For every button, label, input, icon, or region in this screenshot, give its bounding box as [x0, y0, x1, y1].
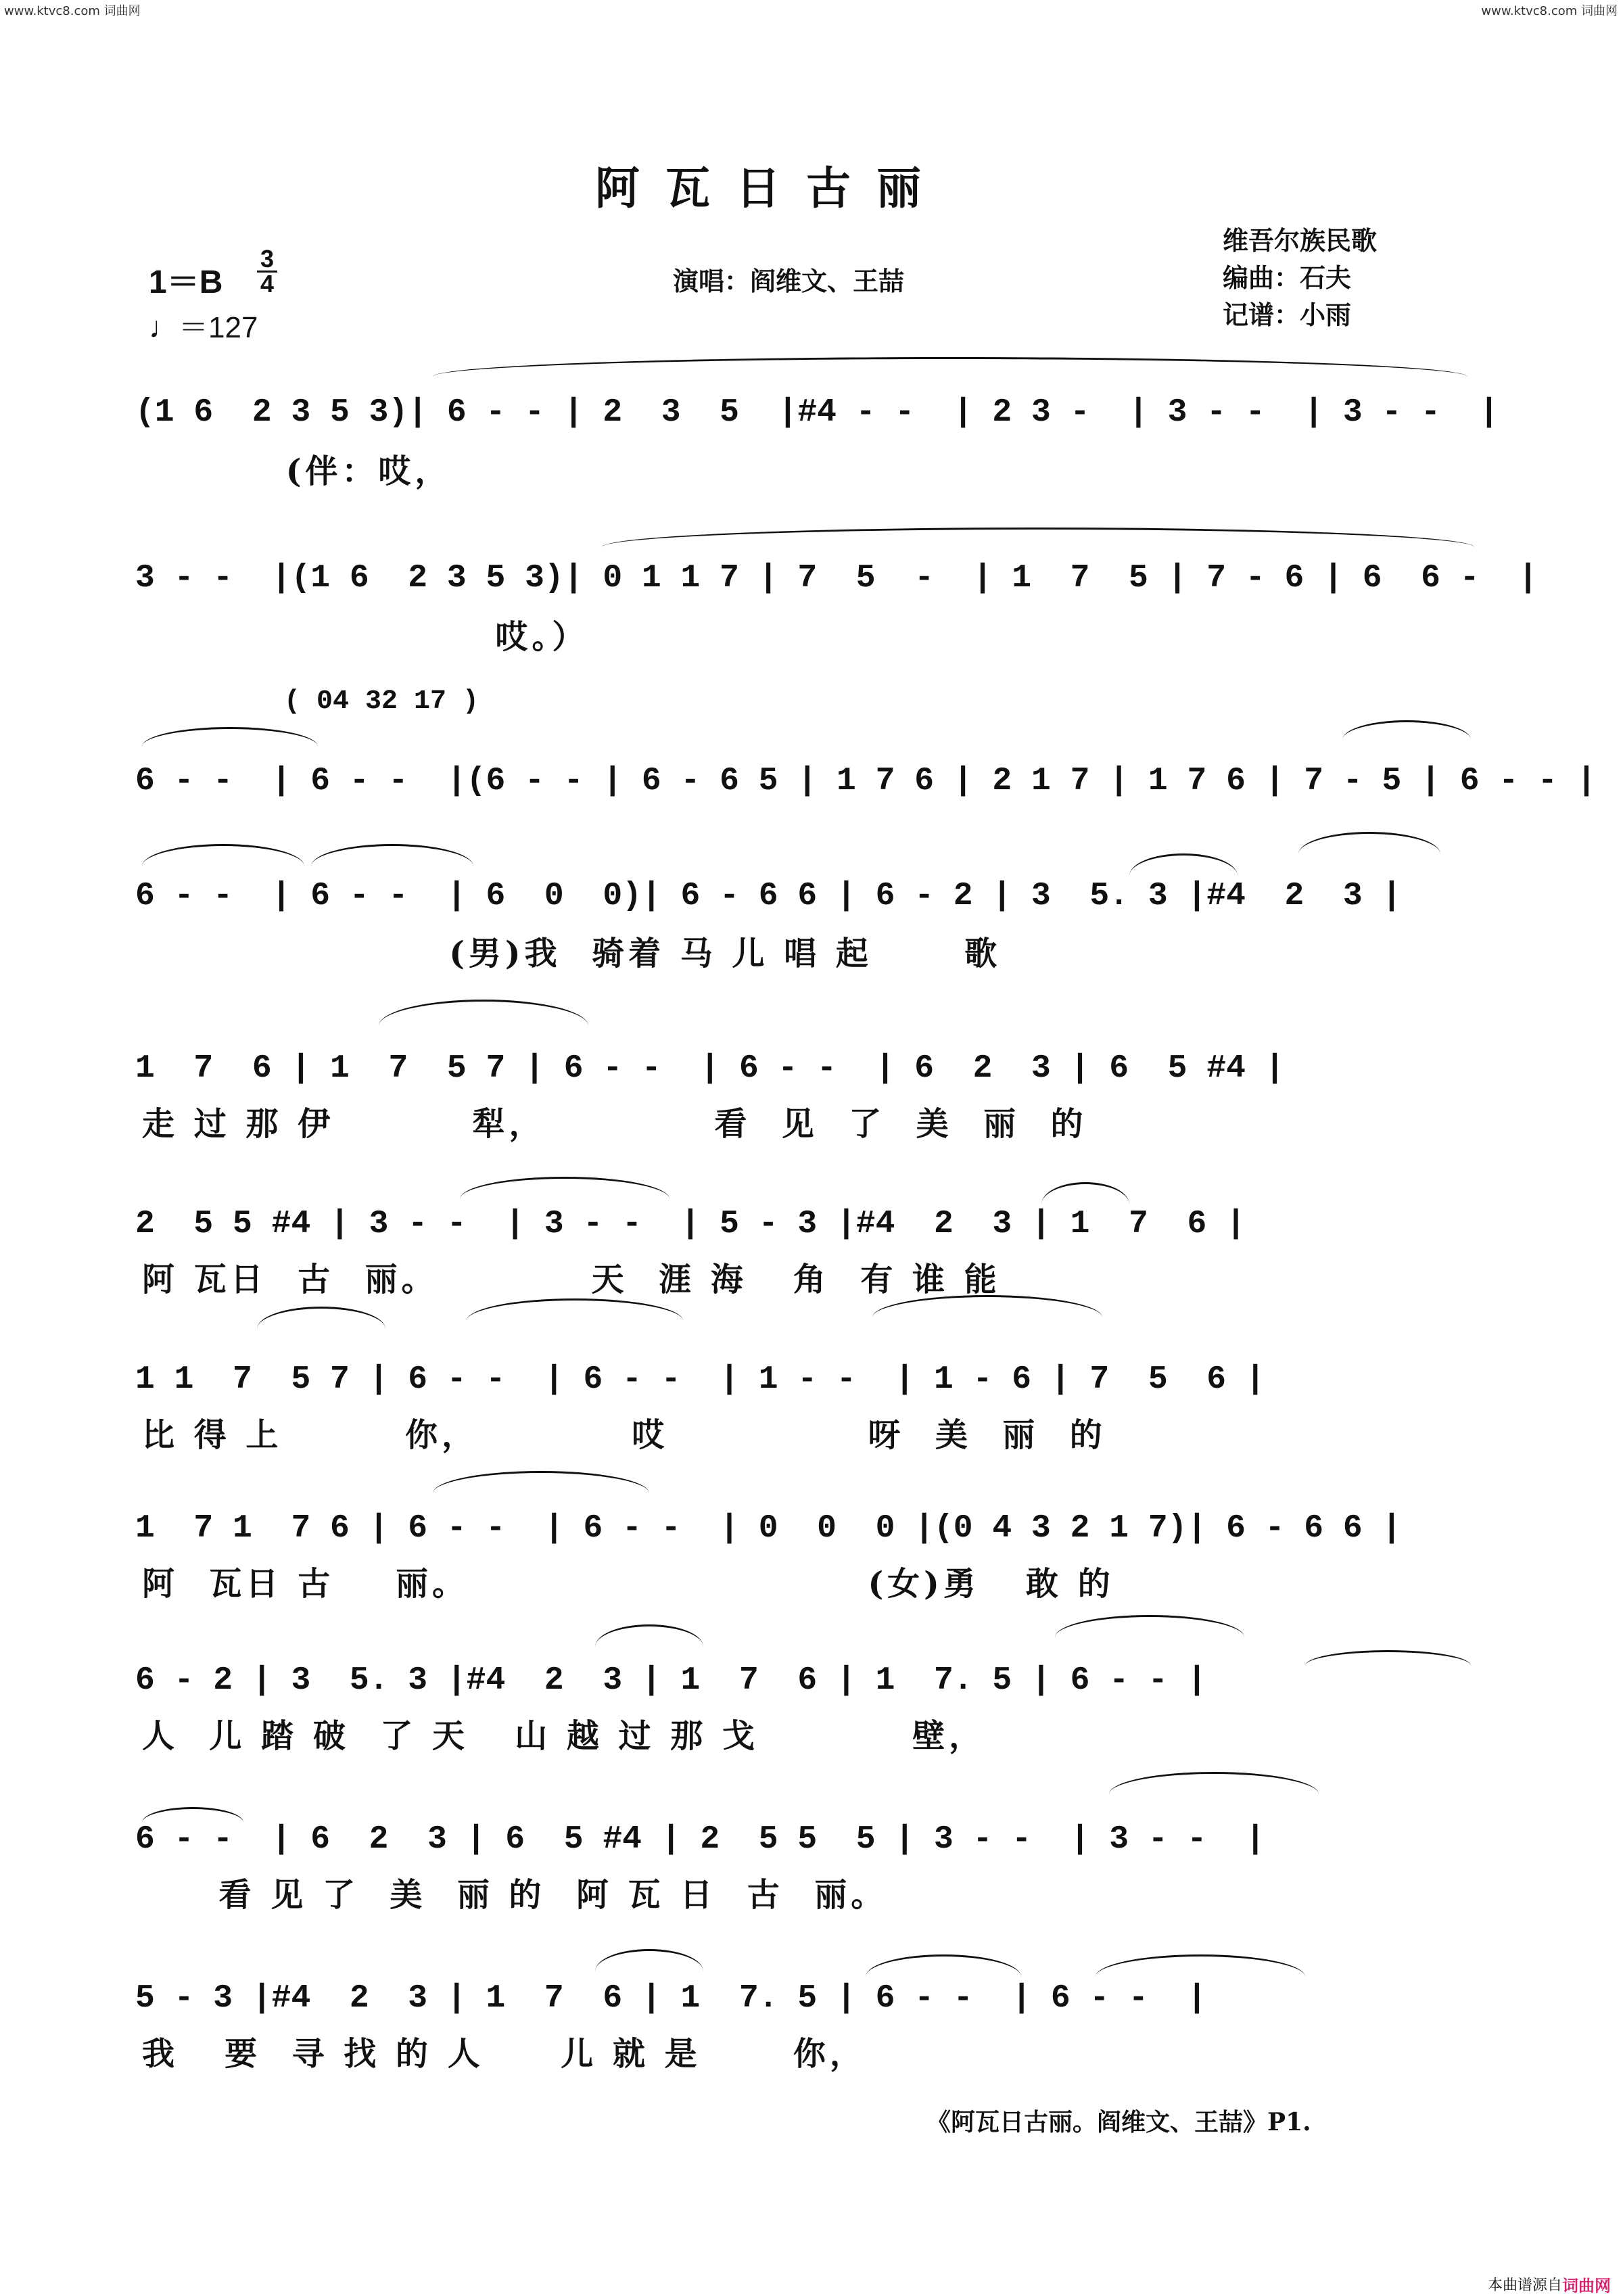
slur	[311, 844, 473, 866]
slur	[257, 1307, 385, 1329]
slur	[1055, 1615, 1244, 1637]
lyric-line: (男)我 骑着 马 儿 唱 起 歌	[142, 935, 1002, 973]
note-line: 5 - 3 |#4 2 3 | 1 7 6 | 1 7. 5 | 6 - - | 6 - - |	[135, 1980, 1207, 2017]
note-line: 3 - - |(1 6 2 3 5 3)| 0 1 1 7 | 7 5 - | 1 7 5 | 7 - 6 | 6 6 - |	[135, 560, 1538, 596]
slur	[595, 1624, 703, 1647]
brand-logo: 词曲网	[1562, 2276, 1611, 2295]
slur	[1298, 832, 1440, 854]
slur	[595, 1949, 703, 1971]
note-line: (1 6 2 3 5 3)| 6 - - | 2 3 5 |#4 - - | 2 3 - | 3 - - | 3 - - |	[135, 394, 1499, 431]
origin-label: 维吾尔族民歌	[1223, 225, 1378, 256]
tempo-marking: ♩＝127	[149, 311, 258, 344]
lyric-line: 走 过 那 伊 犁， 看 见 了 美 丽 的	[142, 1105, 1087, 1143]
lyric-line: 阿 瓦日 古 丽。 (女)勇 敢 的	[142, 1565, 1114, 1603]
note-line: 6 - 2 | 3 5. 3 |#4 2 3 | 1 7 6 | 1 7. 5 | 6 - - |	[135, 1662, 1207, 1699]
slur	[142, 727, 318, 747]
slur	[379, 1000, 588, 1026]
lyric-line: (伴：哎，	[270, 452, 452, 490]
note-line: 6 - - | 6 - - | 6 0 0)| 6 - 6 6 | 6 - 2 | 3 5. 3 |#4 2 3 |	[135, 878, 1402, 914]
note-line: 6 - - | 6 2 3 | 6 5 #4 | 2 5 5 5 | 3 - - | 3 - - |	[135, 1821, 1265, 1858]
slur	[1342, 720, 1471, 740]
lyric-line: 人 儿 踏 破 了 天 山 越 过 那 戈 壁，	[142, 1717, 986, 1755]
note-line: 2 5 5 #4 | 3 - - | 3 - - | 5 - 3 |#4 2 3 | 1 7 6 |	[135, 1206, 1246, 1242]
source-note: 本曲谱源自	[1488, 2277, 1563, 2294]
note-line: 1 1 7 5 7 | 6 - - | 6 - - | 1 - - | 1 - 6 | 7 5 6 |	[135, 1361, 1265, 1398]
lyric-line: 阿 瓦日 古 丽。 天 涯 海 角 有 谁 能	[142, 1261, 1001, 1298]
key-signature: 1＝B	[149, 264, 223, 300]
lyric-line: 哎。）	[142, 618, 589, 656]
page-caption: 《阿瓦日古丽。阎维文、王喆》P1.	[926, 2108, 1311, 2136]
note-line: 6 - - | 6 - - |(6 - - | 6 - 6 5 | 1 7 6 | 2 1 7 | 1 7 6 | 7 - 5 | 6 - - |	[135, 763, 1597, 799]
bracket-notes: ( 04 32 17 )	[284, 686, 479, 717]
lyric-line: 我 要 寻 找 的 人 儿 就 是 你，	[142, 2035, 866, 2073]
time-signature: 3 4	[257, 245, 277, 298]
lyric-line: 比 得 上 你， 哎 呀 美 丽 的	[142, 1416, 1106, 1454]
slur	[433, 357, 1467, 377]
site-watermark-right: www.ktvc8.com 词曲网	[1481, 4, 1618, 18]
slur	[602, 528, 1474, 547]
song-title: 阿瓦日古丽	[595, 162, 947, 214]
slur	[1096, 1954, 1305, 1977]
site-watermark-left: www.ktvc8.com 词曲网	[4, 4, 141, 18]
slur	[467, 1298, 683, 1321]
slur	[142, 844, 304, 866]
arranger-label: 编曲：石夫	[1223, 262, 1352, 293]
slur	[433, 1471, 649, 1493]
performer-label: 演唱：阎维文、王喆	[673, 266, 905, 296]
slur	[1109, 1772, 1319, 1794]
slur	[866, 1954, 1021, 1977]
slur	[460, 1177, 669, 1199]
lyric-line: 看 见 了 美 丽 的 阿 瓦 日 古 丽。	[142, 1876, 888, 1914]
transcriber-label: 记谱：小雨	[1223, 300, 1352, 330]
note-line: 1 7 6 | 1 7 5 7 | 6 - - | 6 - - | 6 2 3 | 6 5 #4 |	[135, 1050, 1285, 1087]
note-line: 1 7 1 7 6 | 6 - - | 6 - - | 0 0 0 |(0 4 3 2 1 7)| 6 - 6 6 |	[135, 1510, 1402, 1547]
